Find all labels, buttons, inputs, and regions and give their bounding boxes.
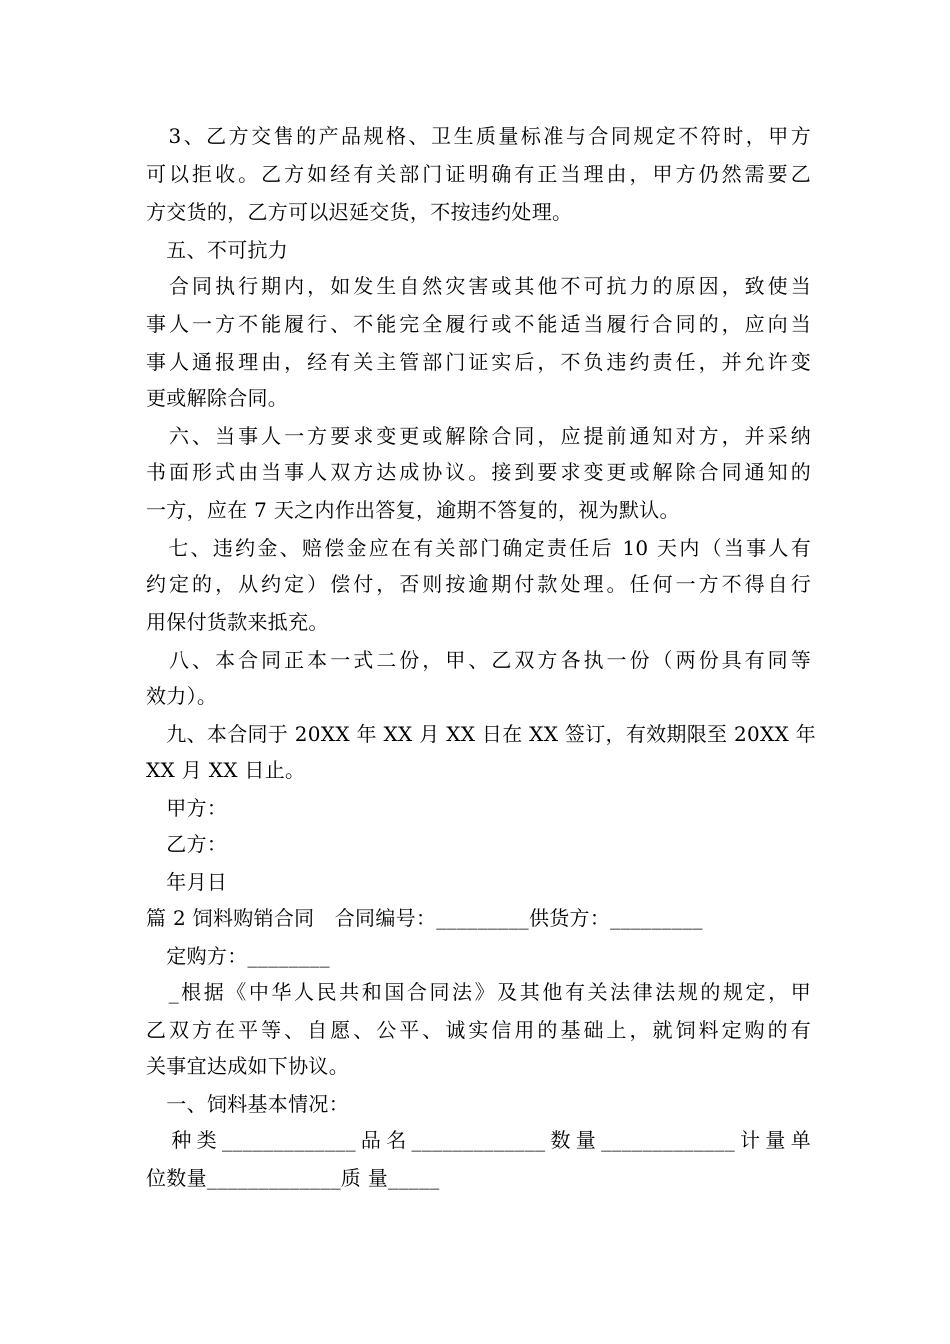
paragraph-line: 事人一方不能履行、不能完全履行或不能适当履行合同的，应向当 [146,312,811,336]
paragraph-line: 用保付货款来抵充。 [146,610,329,634]
paragraph-line: 约定的，从约定）偿付，否则按逾期付款处理。任何一方不得自行 [146,572,811,596]
paragraph-line: 七、违约金、赔偿金应在有关部门确定责任后 10 天内（当事人有 [146,536,811,560]
paragraph-line: 书面形式由当事人双方达成协议。接到要求变更或解除合同通知的 [146,460,811,484]
paragraph-line: 八、本合同正本一式二份，甲、乙双方各执一份（两份具有同等 [146,648,811,672]
paragraph-line: XX 月 XX 日止。 [146,758,306,782]
form-fields-line: 位数量_____________质 量_____ [146,1166,440,1190]
paragraph-line: 九、本合同于 20XX 年 XX 月 XX 日在 XX 签订，有效期限至 20XX 年 [146,722,817,746]
contract-2-title-line: 篇 2 饲料购销合同 合同编号：_________供货方：_________ [146,906,703,930]
paragraph-line: _根据《中华人民共和国合同法》及其他有关法律法规的规定，甲 [146,980,811,1004]
paragraph-line: 合同执行期内，如发生自然灾害或其他不可抗力的原因，致使当 [146,274,811,298]
paragraph-line: 方交货的，乙方可以迟延交货，不按违约处理。 [146,200,573,224]
party-a-signature-line: 甲方： [146,796,228,820]
section-heading: 五、不可抗力 [146,238,289,262]
paragraph-line: 效力）。 [146,684,218,708]
paragraph-line: 六、当事人一方要求变更或解除合同，应提前通知对方，并采纳 [146,424,811,448]
paragraph-line: 一方，应在 7 天之内作出答复，逾期不答复的，视为默认。 [146,498,680,522]
paragraph-line: 可以拒收。乙方如经有关部门证明确有正当理由，甲方仍然需要乙 [146,162,811,186]
purchaser-line: 定购方：________ [146,944,330,968]
party-b-signature-line: 乙方： [146,832,228,856]
section-heading: 一、饲料基本情况： [146,1092,349,1116]
paragraph-line: 关事宜达成如下协议。 [146,1054,349,1078]
form-fields-line: 种类_____________品名_____________数量_____________计量单 [146,1128,811,1152]
paragraph-line: 事人通报理由，经有关主管部门证实后，不负违约责任，并允许变 [146,350,811,374]
paragraph-line: 更或解除合同。 [146,386,289,410]
paragraph-line: 3、乙方交售的产品规格、卫生质量标准与合同规定不符时，甲方 [146,124,811,148]
date-line: 年月日 [146,870,228,894]
paragraph-line: 乙双方在平等、自愿、公平、诚实信用的基础上，就饲料定购的有 [146,1018,811,1042]
